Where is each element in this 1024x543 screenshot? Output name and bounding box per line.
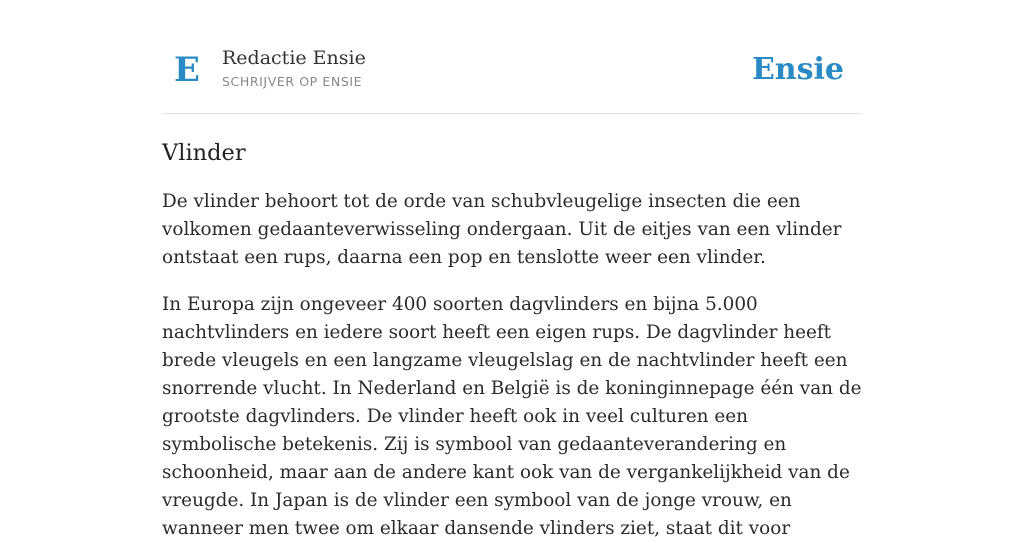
article-paragraph: In Europa zijn ongeveer 400 soorten dagvlinders en bijna 5.000 nachtvlinders en iedere soort heeft een eigen rups. De dagvlinder heeft brede vleugels en een langzame vleugelslag en de nachtvlinder heeft een snorrende vlucht. In Nederland en België is de koninginnepage één van de grootste dagvlinders. De vlinder heeft ook in veel culturen een symbolische betekenis. Zij is symbool van gedaanteverandering en schoonheid, maar aan de andere kant ook van de vergankelijkheid van de vreugde. In Japan is de vlinder een symbool van de jonge vrouw, en wanneer men twee om elkaar dansende vlinders ziet, staat dit voor bbox=[162, 294, 862, 539]
author-name[interactable]: Redactie Ensie bbox=[222, 47, 366, 69]
article-title: Vlinder bbox=[162, 140, 246, 166]
author-header bbox=[162, 0, 862, 114]
content-column bbox=[162, 0, 862, 543]
brand-logo[interactable]: Ensie bbox=[751, 52, 844, 87]
article-paragraph: De vlinder behoort tot de orde van schubvleugelige insecten die een volkomen gedaanteverwisseling ondergaan. Uit de eitjes van een vlinder ontstaat een rups, daarna een pop en tenslotte weer een vlinder. bbox=[162, 191, 842, 268]
ensie-logo-icon[interactable]: E bbox=[174, 50, 200, 90]
author-role: SCHRIJVER OP ENSIE bbox=[222, 74, 363, 89]
